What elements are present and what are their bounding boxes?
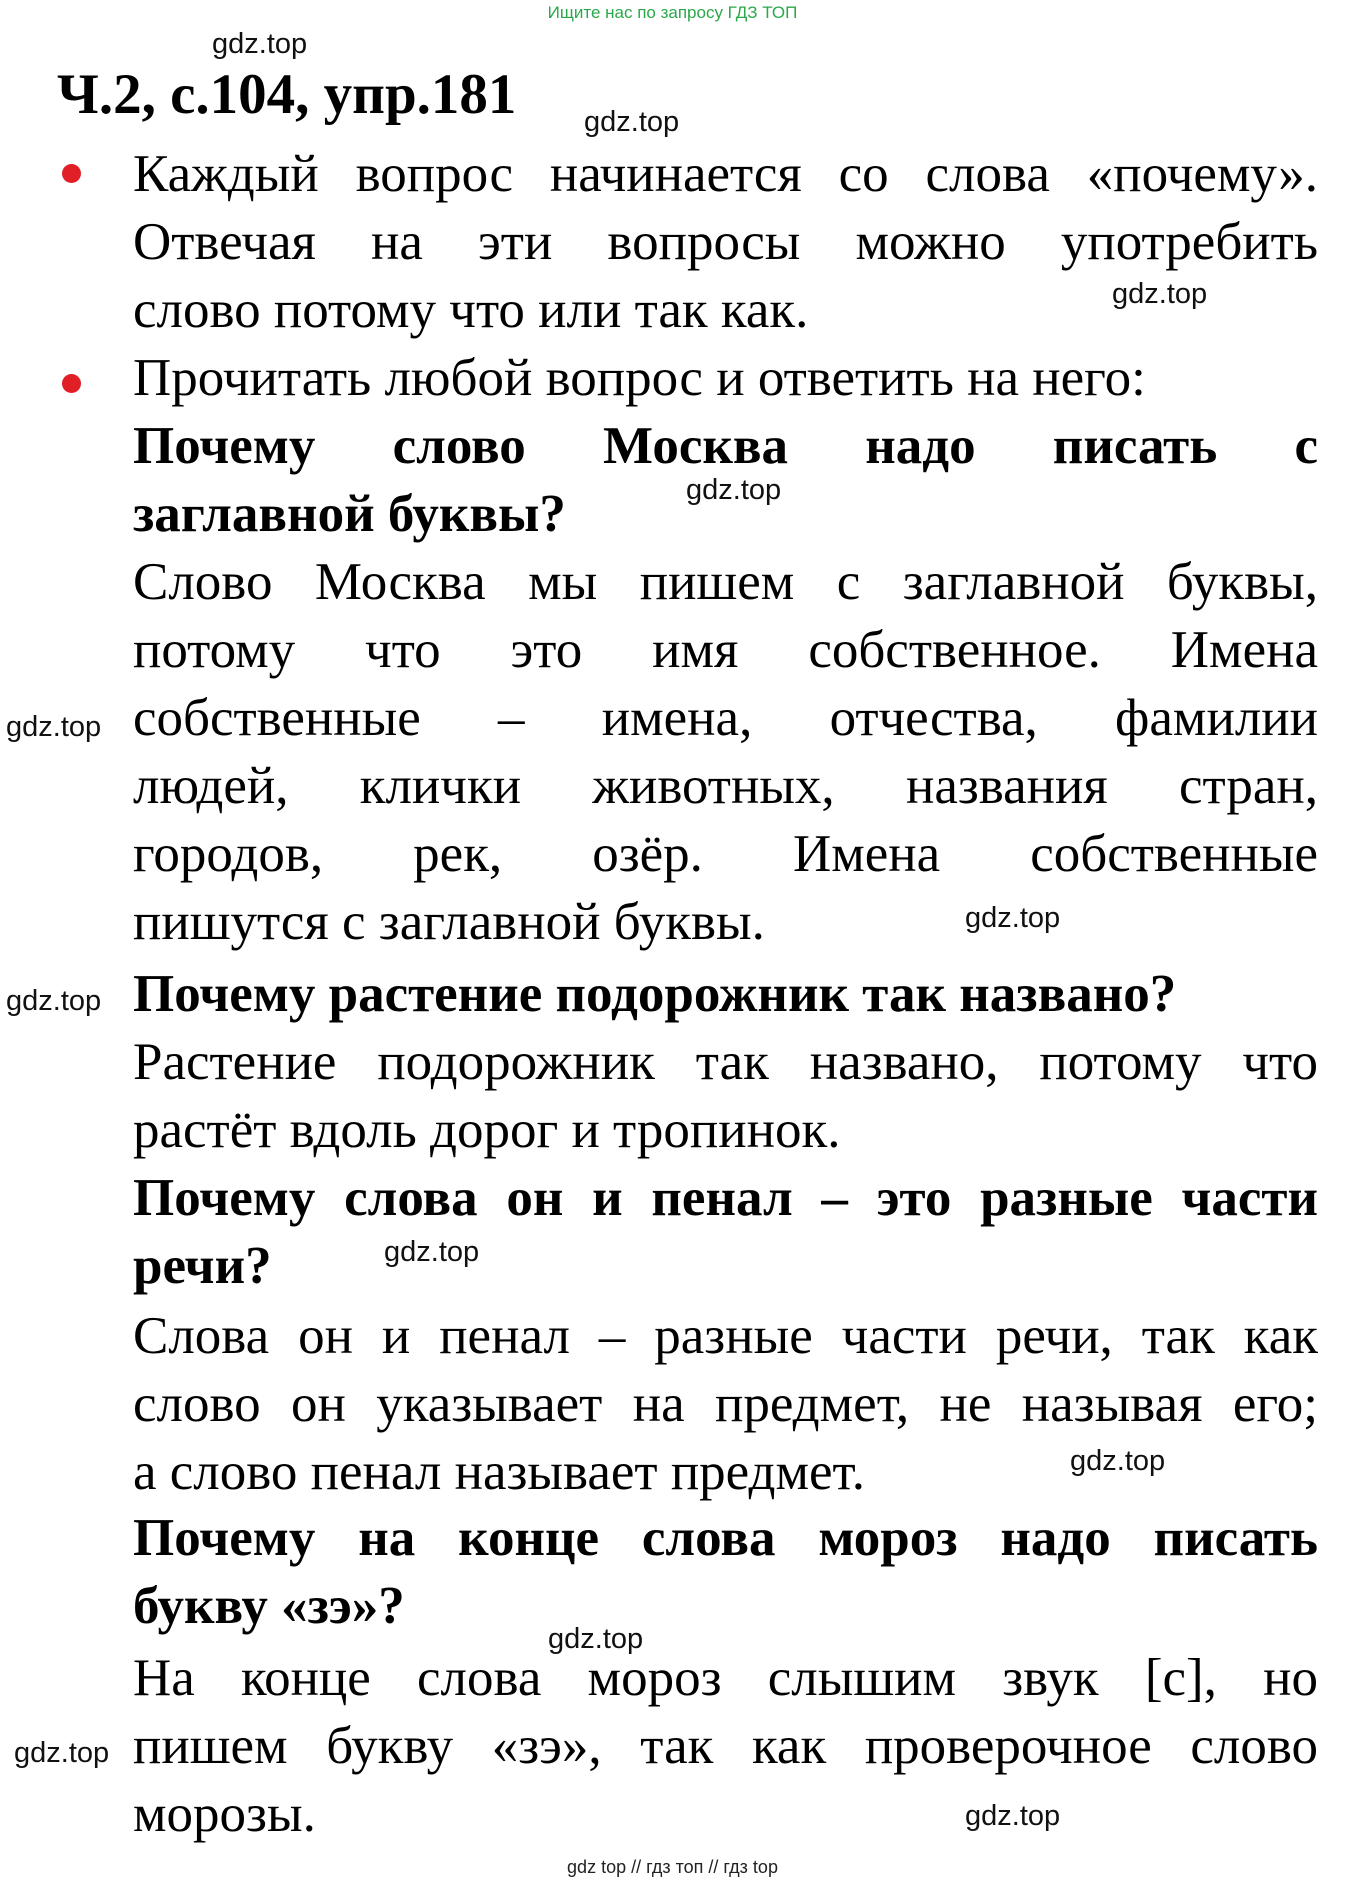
text-line: а слово пенал называет предмет.: [133, 1443, 865, 1501]
watermark: gdz.top: [686, 474, 782, 506]
text-line: Прочитать любой вопрос и ответить на него:: [133, 349, 1146, 407]
text-line: Почему на конце слова мороз надо писать: [133, 1509, 1318, 1567]
text-line: Отвечая на эти вопросы можно употребить: [133, 213, 1318, 271]
text-line: слово он указывает на предмет, не называя его;: [133, 1375, 1318, 1433]
watermark: gdz.top: [1070, 1445, 1166, 1477]
text-line: пишем букву «зэ», так как проверочное слово: [133, 1717, 1318, 1775]
text-line: На конце слова мороз слышим звук [с], но: [133, 1649, 1318, 1707]
text-line: пишутся с заглавной буквы.: [133, 893, 765, 951]
text-line: Слово Москва мы пишем с заглавной буквы,: [133, 553, 1318, 611]
watermark: gdz.top: [1112, 278, 1208, 310]
text-line: Растение подорожник так названо, потому что: [133, 1033, 1318, 1091]
watermark: gdz.top: [6, 985, 102, 1017]
watermark: gdz.top: [212, 28, 308, 60]
text-line: Слова он и пенал – разные части речи, так как: [133, 1307, 1318, 1365]
text-line: собственные – имена, отчества, фамилии: [133, 689, 1318, 747]
page-title: Ч.2, с.104, упр.181: [57, 63, 517, 126]
text-line: морозы.: [133, 1785, 316, 1843]
text-line: Почему слова он и пенал – это разные части: [133, 1169, 1318, 1227]
text-line: Каждый вопрос начинается со слова «почему».: [133, 145, 1318, 203]
watermark: gdz.top: [965, 902, 1061, 934]
watermark: gdz.top: [14, 1737, 110, 1769]
bullet-2: [62, 374, 81, 393]
text-line: слово потому что или так как.: [133, 281, 809, 339]
watermark: gdz.top: [6, 711, 102, 743]
bullet-1: [62, 164, 81, 183]
watermark: gdz.top: [384, 1236, 480, 1268]
text-line: речи?: [133, 1237, 272, 1295]
text-line: заглавной буквы?: [133, 485, 566, 543]
text-line: городов, рек, озёр. Имена собственные: [133, 825, 1318, 883]
top-banner: Ищите нас по запросу ГДЗ ТОП: [547, 3, 798, 22]
text-line: букву «зэ»?: [133, 1577, 405, 1635]
text-line: Почему растение подорожник так названо?: [133, 965, 1177, 1023]
text-line: Почему слово Москва надо писать с: [133, 417, 1318, 475]
watermark: gdz.top: [965, 1800, 1061, 1832]
text-line: потому что это имя собственное. Имена: [133, 621, 1318, 679]
text-line: растёт вдоль дорог и тропинок.: [133, 1101, 841, 1159]
watermark: gdz.top: [584, 106, 680, 138]
watermark: gdz.top: [548, 1623, 644, 1655]
footer: gdz top // гдз топ // гдз top: [567, 1857, 778, 1877]
text-line: людей, клички животных, названия стран,: [133, 757, 1318, 815]
